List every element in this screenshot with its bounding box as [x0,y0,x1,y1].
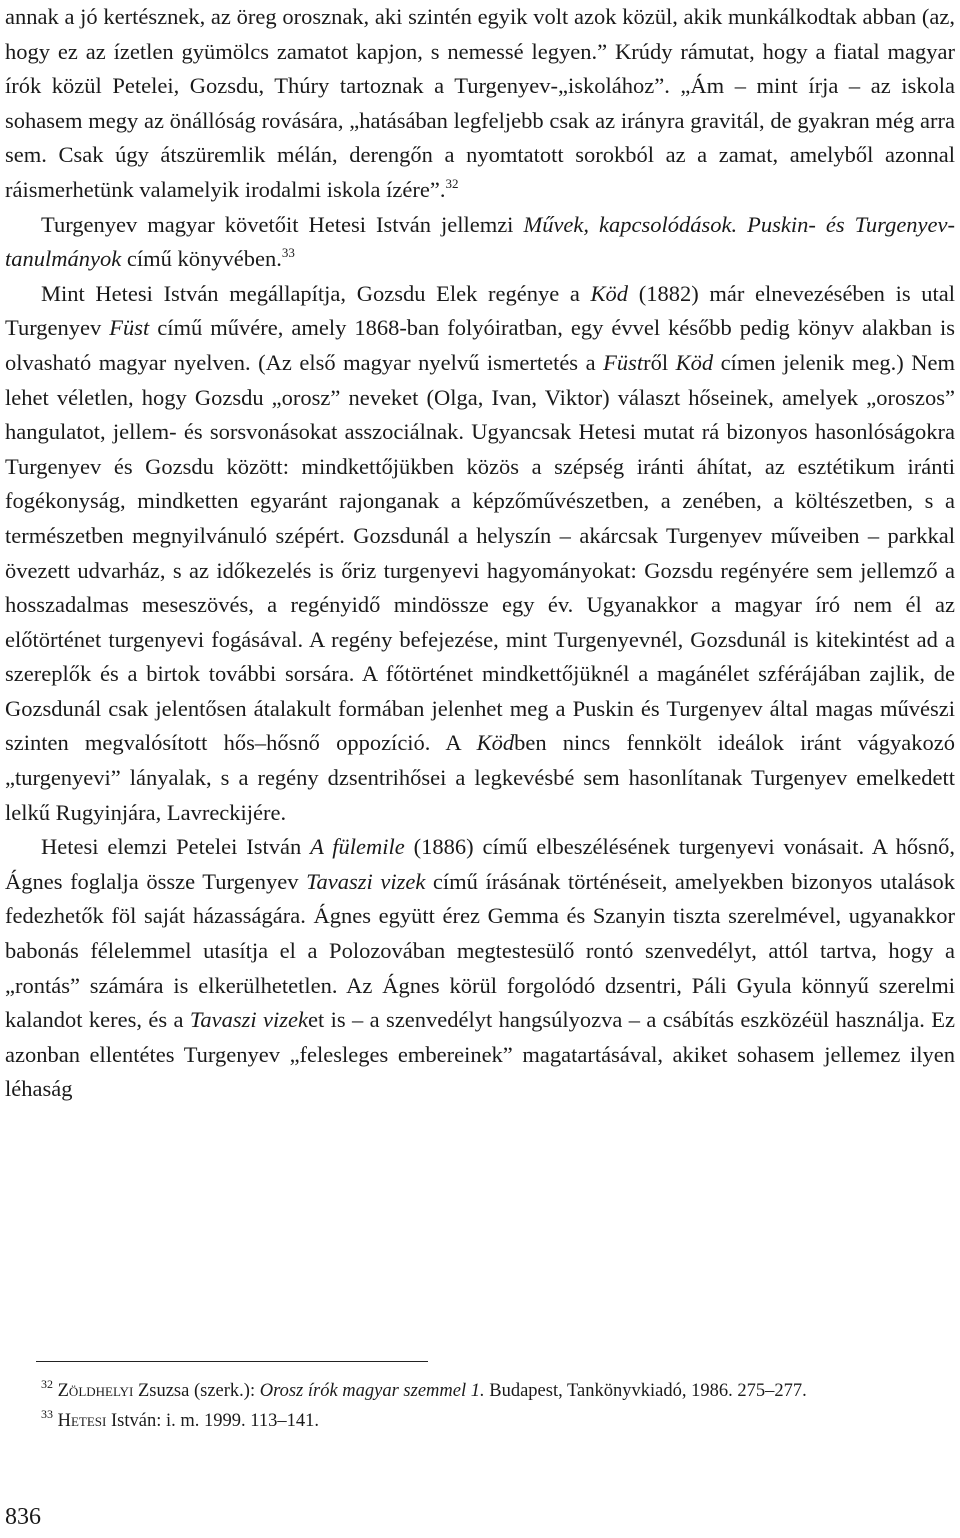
paragraph: Mint Hetesi István megállapítja, Gozsdu Elek regénye a Köd (1882) már elnevezésében is utal Turgenyev Füst című művére, amely 1868-ban folyóiratban, egy évvel később pedig könyv alakban is olvasható magyar nyelven. (Az első magyar nyelvű ismertetés a Füstről Köd címen jelenik meg.) Nem lehet véletlen, hogy Gozsdu „orosz” neveket (Olga, Ivan, Viktor) választ hőseinek, amelyek „oroszos” hangulatot, jellem- és sorsvonásokat asszociálnak. Ugyancsak Hetesi mutat rá bizonyos hasonlóságokra Turgenyev és Gozsdu között: mindkettőjükben közös a szépség iránti áhítat, az esztétikum iránti fogékonyság, mindketten egyaránt rajonganak a képzőművészetben, a zenében, a költészetben, s a természetben megnyilvánuló szépért. Gozsdunál a helyszín – akárcsak Turgenyev műveiben – parkkal övezett udvarház, s az időkezelés is őriz turgenyevi hagyományokat: Gozsdu regényére sem jellemző a hosszadalmas meseszövés, a regényidő mindössze egy év. Ugyanakkor a magyar író nem él az előtörténet turgenyevi fogásával. A regény befejezése, mint Turgenyevnél, Gozsdunál is kitekintést ad a szereplők és a birtok további sorsára. A főtörténet mindkettőjüknél a magánélet szférájában zajlik, de Gozsdunál csak jelentősen átalakult formában jelenhet meg a Puskin és Turgenyev által magas művészi szinten megvalósított hős–hősnő oppozíció. A Ködben nincs fennkölt ideálok iránt vágyakozó „turgenyevi” lányalak, s a regény dzsentrihősei a legkevésbé sem hasonlítanak Turgenyev emelkedett lelkű Rugyinjára, Lavreckijére. [5,280,956,825]
paragraph: Turgenyev magyar követőit Hetesi István jellemzi Művek, kapcsolódások. Puskin- és Turgenyev-tanulmányok című könyvében.$^{33}$ [5,211,956,272]
footnote-author: Hetesi [57,1411,107,1431]
footnote-32: $^{32}$ Zöldhelyi Zsuzsa (szerk.): Orosz írók magyar szemmel 1. Budapest, Tankönyvkiadó, 1986. 275–277. [41,1377,807,1401]
footnote-number: 32 [41,1377,53,1391]
book-title: Köd [590,280,629,306]
book-title: Orosz írók magyar szemmel 1. [259,1381,485,1401]
book-title: Tavaszi vizek [306,868,426,894]
footnote-divider [36,1361,428,1362]
footnote-number: 33 [41,1407,53,1421]
paragraph: annak a jó kertésznek, az öreg orosznak, aki szintén egyik volt azok közül, akik munkálkodtak abban (az, hogy ez az ízetlen gyümölcs zamatot kapjon, s nemessé legyen.” Krúdy rámutat, hogy a fiatal magyar írók közül Petelei, Gozsdu, Thúry tartoznak a Turgenyev-„iskolához”. „Ám – mint írja – az iskola sohasem megy az önállóság rovására, „hatásában legfeljebb csak az irányra gravitál, de gyakran még arra sem. Csak úgy átszüremlik mélán, derengőn a nyomtatott sorokból az a zamat, amelyből azonnal ráismerhetünk valamelyik irodalmi iskola ízére”.$^{32}$ [5,4,955,202]
footnote-ref-32[interactable]: 32 [445,175,459,191]
page-number: 836 [5,1504,41,1530]
footnote-ref-33[interactable]: 33 [281,245,295,261]
book-title: Köd [476,730,515,756]
main-text [5,0,955,1107]
book-title: Tavaszi vizek [189,1007,308,1033]
book-title: Füst [603,349,644,375]
book-title: Füst [109,315,150,341]
paragraph: Hetesi elemzi Petelei István A fülemile (1886) című elbeszélésének turgenyevi vonásait. A hősnő, Ágnes foglalja össze Turgenyev Tavaszi vizek című írásának történéseit, amelyekben bizonyos utalások fedezhetők föl saját házasságára. Ágnes együtt érez Gemma és Szanyin tiszta szerelmével, ugyanakkor babonás félelemmel utasítja el a Polozovában megtestesülő rontó szenvedélyt, attól tartva, hogy a „rontás” számára is elkerülhetetlen. Az Ágnes körül forgolódó dzsentri, Páli Gyula könnyű szerelmi kalandot keres, és a Tavaszi vizeket is – a szenvedélyt hangsúlyozva – a csábítás eszközéül használja. Ez azonban ellentétes Turgenyev „felesleges embereinek” magatartásával, akiket sohasem jellemez ilyen léhaság [5,834,955,1102]
footnotes [5,1376,955,1436]
footnote-author: Zöldhelyi [57,1381,134,1401]
book-title: Köd [675,349,714,375]
document-page [5,0,955,1107]
book-title: A fülemile [310,834,405,860]
footnote-33: $^{33}$ Hetesi István: i. m. 1999. 113–141. [41,1407,319,1431]
book-title: Művek, kapcsolódások. Puskin- és Turgenyev-tanulmányok [5,211,956,272]
